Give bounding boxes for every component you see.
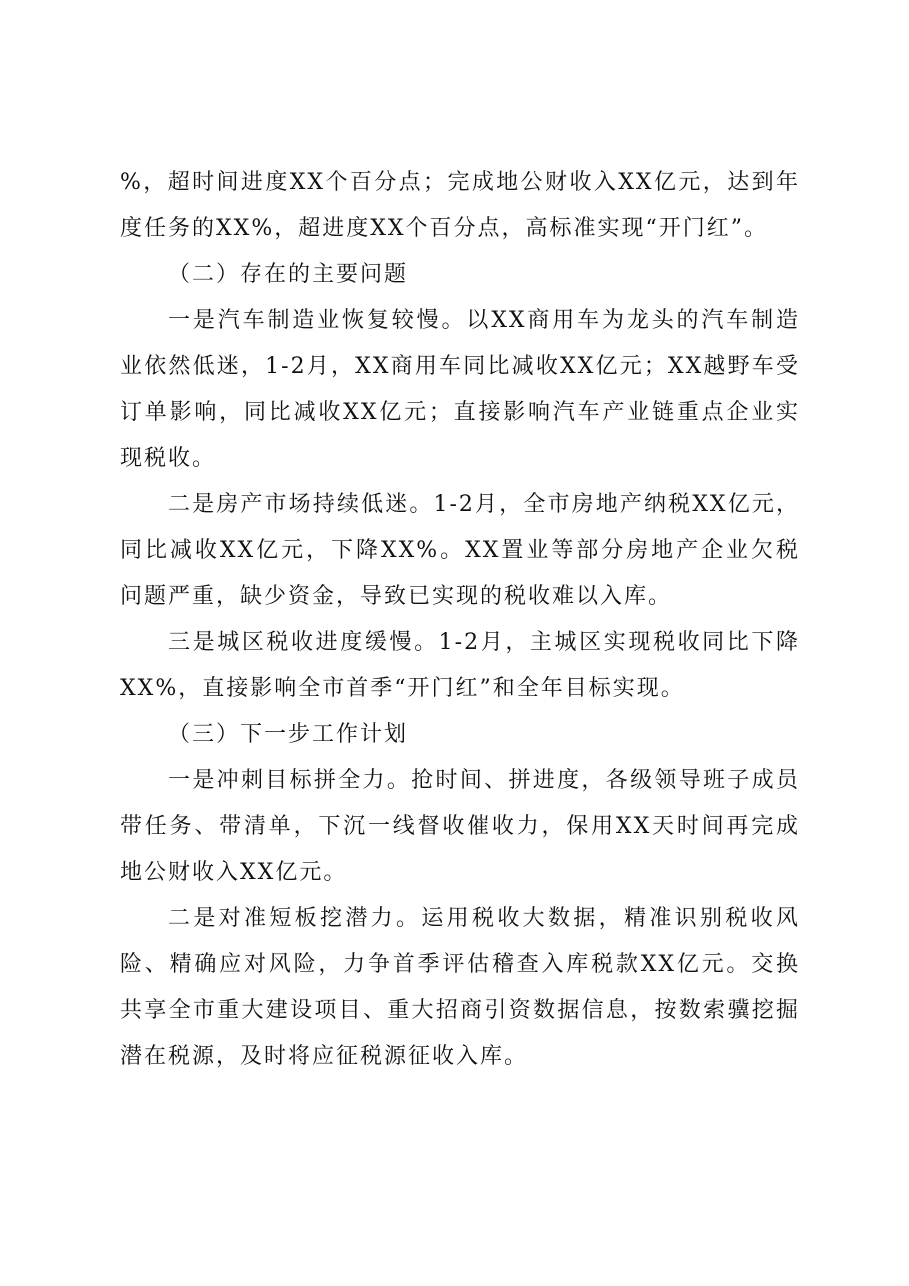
section-heading-main-problems: （二）存在的主要问题 (168, 262, 409, 287)
paragraph-real-estate: 二是房产市场持续低迷。1-2月，全市房地产纳税XX亿元，同比减收XX亿元，下降XX%。XX置业等部分房地产企业欠税问题严重，缺少资金，导致已实现的税收难以入库。 (120, 492, 800, 609)
section-heading-next-plan: （三）下一步工作计划 (168, 722, 409, 747)
paragraph-urban-tax: 三是城区税收进度缓慢。1-2月，主城区实现税收同比下降XX%，直接影响全市首季“开门红”和全年目标实现。 (120, 630, 800, 701)
paragraph-tap-potential: 二是对准短板挖潜力。运用税收大数据，精准识别税收风险、精确应对风险，力争首季评估稽查入库税款XX亿元。交换共享全市重大建设项目、重大招商引资数据信息，按数索骥挖掘潜在税源，及时将应征税源征收入库。 (120, 906, 800, 1069)
paragraph-auto-manufacturing: 一是汽车制造业恢复较慢。以XX商用车为龙头的汽车制造业依然低迷，1-2月，XX商用车同比减收XX亿元；XX越野车受订单影响，同比减收XX亿元；直接影响汽车产业链重点企业实现税收。 (120, 308, 800, 471)
paragraph-sprint-target: 一是冲刺目标拼全力。抢时间、拼进度，各级领导班子成员带任务、带清单，下沉一线督收催收力，保用XX天时间再完成地公财收入XX亿元。 (120, 768, 800, 885)
document-body (120, 160, 800, 1080)
paragraph-continuation: %，超时间进度XX个百分点；完成地公财收入XX亿元，达到年度任务的XX%，超进度XX个百分点，高标准实现“开门红”。 (120, 170, 800, 241)
